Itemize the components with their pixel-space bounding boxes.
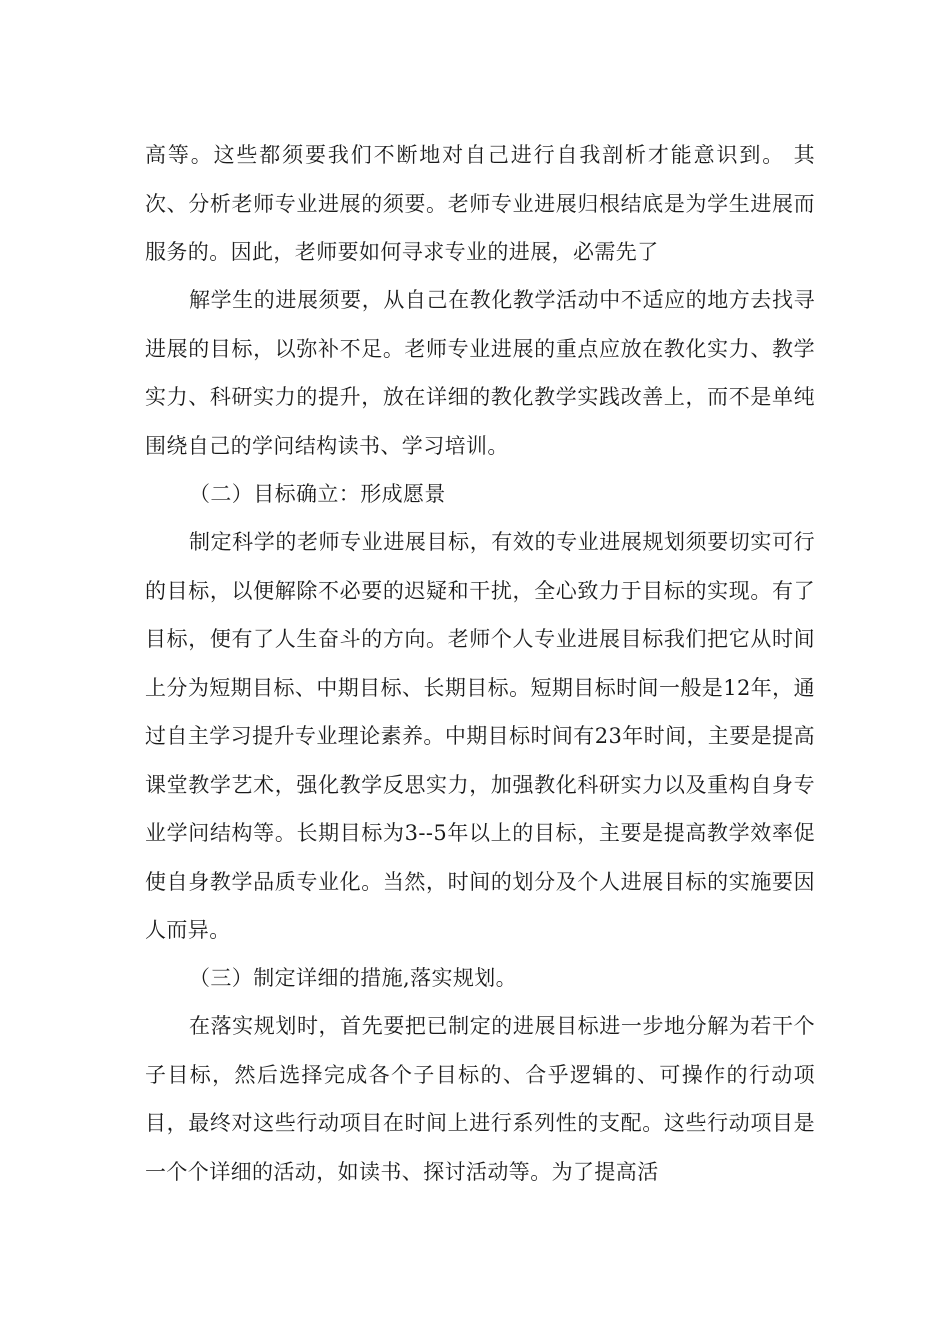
paragraph-2: 解学生的进展须要，从自己在教化教学活动中不适应的地方去找寻进展的目标，以弥补不足。老师专业进展的重点应放在教化实力、教学实力、科研实力的提升，放在详细的教化教学实践改善上，而不是单纯围绕自己的学问结构读书、学习培训。 xyxy=(145,288,815,458)
section-heading-3: （三）制定详细的措施,落实规划。 xyxy=(189,966,518,990)
paragraph-4: 在落实规划时，首先要把已制定的进展目标进一步地分解为若干个子目标，然后选择完成各个子目标的、合乎逻辑的、可操作的行动项目，最终对这些行动项目在时间上进行系列性的支配。这些行动项目是一个个详细的活动，如读书、探讨活动等。为了提高活 xyxy=(145,1014,815,1184)
paragraph-3: 制定科学的老师专业进展目标，有效的专业进展规划须要切实可行的目标，以便解除不必要的迟疑和干扰，全心致力于目标的实现。有了目标，便有了人生奋斗的方向。老师个人专业进展目标我们把它从时间上分为短期目标、中期目标、长期目标。短期目标时间一般是12年，通过自主学习提升专业理论素养。中期目标时间有23年时间，主要是提高课堂教学艺术，强化教学反思实力，加强教化科研实力以及重构自身专业学问结构等。长期目标为3--5年以上的目标，主要是提高教学效率促使自身教学品质专业化。当然，时间的划分及个人进展目标的实施要因人而异。 xyxy=(145,530,815,942)
section-heading-2: （二）目标确立：形成愿景 xyxy=(189,482,446,506)
paragraph-1: 高等。这些都须要我们不断地对自己进行自我剖析才能意识到。 其次、分析老师专业进展的须要。老师专业进展归根结底是为学生进展而服务的。因此，老师要如何寻求专业的进展，必需先了 xyxy=(145,143,815,264)
